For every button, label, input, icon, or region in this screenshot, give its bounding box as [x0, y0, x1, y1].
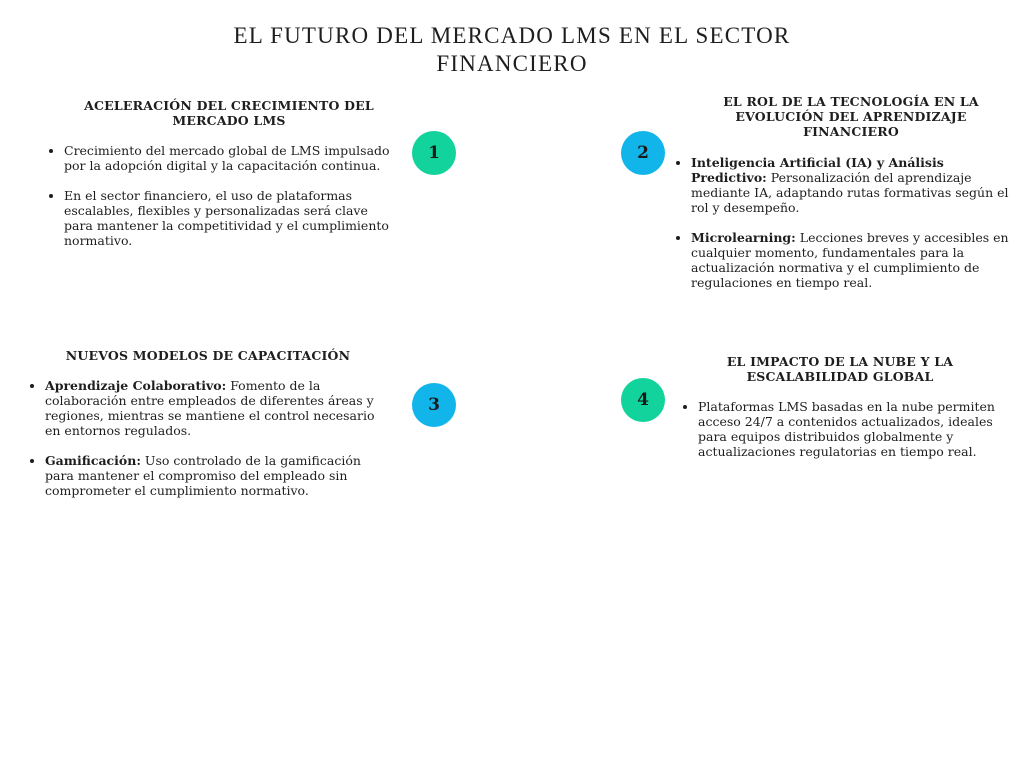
step-badge-4: [621, 378, 665, 422]
section-heading: EL ROL DE LA TECNOLOGÍA EN LA EVOLUCIÓN DEL APRENDIZAJE FINANCIERO: [723, 94, 979, 139]
bullet-list: [680, 399, 1000, 459]
section-heading: NUEVOS MODELOS DE CAPACITACIÓN: [65, 348, 351, 363]
list-item: • Inteligencia Artificial (IA) y Análisis Predictivo: Personalización del aprendizaje mediante IA, adaptando rutas formativas según el rol y desempeño.: [691, 155, 1011, 215]
list-item: • Gamificación: Uso controlado de la gamificación para mantener el compromiso del empleado sin comprometer el cumplimiento normativo.: [45, 453, 389, 498]
section-cloud-scalability: [680, 354, 1000, 459]
bullet-list: [46, 143, 392, 248]
step-number: 1: [428, 143, 440, 163]
step-badge-1: [412, 131, 456, 175]
section-technology-role: [673, 94, 1011, 290]
step-number: 3: [428, 395, 440, 415]
section-training-models: [27, 348, 389, 498]
list-item: • En el sector financiero, el uso de plataformas escalables, flexibles y personalizadas será clave para mantener la competitividad y el cumplimiento normativo.: [64, 188, 392, 248]
list-item: • Aprendizaje Colaborativo: Fomento de la colaboración entre empleados de diferentes áreas y regiones, mientras se mantiene el control necesario en entornos regulados.: [45, 378, 389, 438]
bullet-list: [27, 378, 389, 498]
section-heading: ACELERACIÓN DEL CRECIMIENTO DEL MERCADO LMS: [84, 98, 374, 128]
step-badge-2: [621, 131, 665, 175]
list-item: • Crecimiento del mercado global de LMS impulsado por la adopción digital y la capacitación continua.: [64, 143, 392, 173]
step-number: 2: [637, 143, 649, 163]
page-title: EL FUTURO DEL MERCADO LMS EN EL SECTOR FINANCIERO: [233, 23, 791, 76]
list-item: • Microlearning: Lecciones breves y accesibles en cualquier momento, fundamentales para la actualización normativa y el cumplimiento de regulaciones en tiempo real.: [691, 230, 1011, 290]
step-number: 4: [637, 390, 649, 410]
bullet-list: [673, 155, 1011, 290]
section-market-growth: [46, 98, 392, 248]
section-heading: EL IMPACTO DE LA NUBE Y LA ESCALABILIDAD GLOBAL: [726, 354, 954, 384]
list-item: • Plataformas LMS basadas en la nube permiten acceso 24/7 a contenidos actualizados, ideales para equipos distribuidos globalmente y actualizaciones regulatorias en tiempo real.: [698, 399, 1000, 459]
step-badge-3: [412, 383, 456, 427]
